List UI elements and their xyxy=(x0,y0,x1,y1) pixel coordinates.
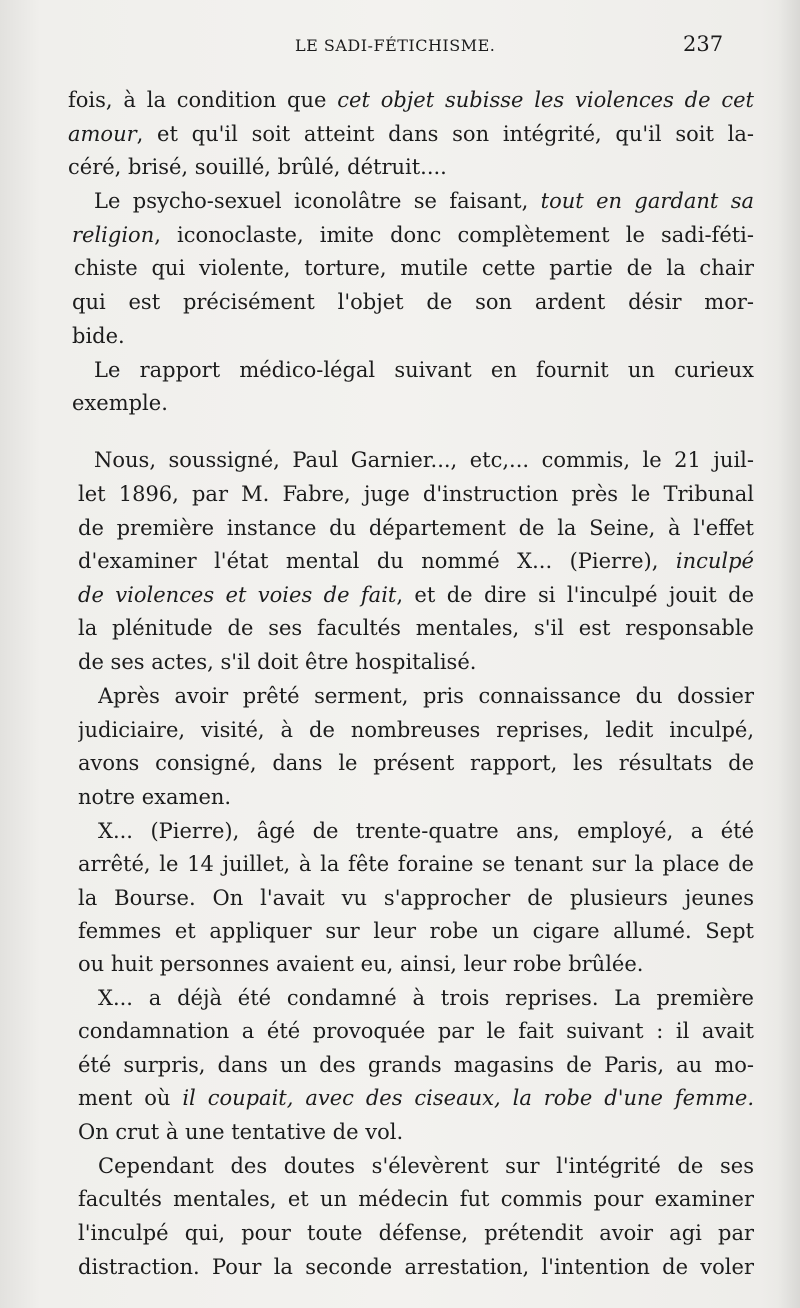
paragraph-first-line: Cependant des doutes s'élevèrent sur l'intégrité de ses xyxy=(98,1154,754,1178)
text-line: l'inculpé qui, pour toute défense, prétendit avoir agi par xyxy=(78,1221,754,1245)
text-line: de première instance du département de la Seine, à l'effet xyxy=(78,516,754,540)
text-line: ou huit personnes avaient eu, ainsi, leur robe brûlée. xyxy=(78,952,644,976)
italic-emphasis: tout en gardant sa xyxy=(540,189,754,213)
paragraph-first-line: Le rapport médico-légal suivant en fournit un curieux xyxy=(94,358,754,382)
paragraph-first-line: Nous, soussigné, Paul Garnier..., etc,... commis, le 21 juil- xyxy=(94,448,754,472)
text-line: distraction. Pour la seconde arrestation, l'intention de voler xyxy=(78,1255,754,1279)
italic-emphasis: religion xyxy=(72,223,155,247)
italic-emphasis: il coupait, avec des ciseaux, xyxy=(182,1086,501,1110)
text-line: céré, brisé, souillé, brûlé, détruit.... xyxy=(68,155,447,179)
text-line: let 1896, par M. Fabre, juge d'instruction près le Tribunal xyxy=(78,482,754,506)
text-line: notre examen. xyxy=(78,785,232,809)
text-line: été surpris, dans un des grands magasins de Paris, au mo- xyxy=(78,1053,754,1077)
text-line: de ses actes, s'il doit être hospitalisé. xyxy=(78,650,477,674)
italic-emphasis: amour xyxy=(68,122,137,146)
text-line: femmes et appliquer sur leur robe un cigare allumé. Sept xyxy=(78,919,754,943)
text-line: judiciaire, visité, à de nombreuses reprises, ledit inculpé, xyxy=(78,718,754,742)
text-line: la Bourse. On l'avait vu s'approcher de plusieurs jeunes xyxy=(78,886,754,910)
text-line: avons consigné, dans le présent rapport, les résultats de xyxy=(78,751,754,775)
italic-emphasis: cet objet subisse les violences de cet xyxy=(337,88,754,112)
text-line: ment où il coupait, avec des ciseaux, la robe d'une femme. xyxy=(78,1086,754,1110)
paragraph-first-line: Le psycho-sexuel iconolâtre se faisant, tout en gardant sa xyxy=(94,189,754,213)
text-line: condamnation a été provoquée par le fait suivant : il avait xyxy=(78,1019,754,1043)
text-line: amour, et qu'il soit atteint dans son intégrité, qu'il soit la- xyxy=(68,122,754,146)
text-line: arrêté, le 14 juillet, à la fête foraine se tenant sur la place de xyxy=(78,852,754,876)
running-title: LE SADI-FÉTICHISME. xyxy=(295,36,496,55)
italic-emphasis: de violences et voies de fait xyxy=(78,583,397,607)
page-number: 237 xyxy=(683,32,724,56)
paragraph-first-line: X... (Pierre), âgé de trente-quatre ans, employé, a été xyxy=(98,819,754,843)
paragraph-first-line: X... a déjà été condamné à trois reprises. La première xyxy=(98,986,754,1010)
text-line: facultés mentales, et un médecin fut commis pour examiner xyxy=(78,1187,754,1211)
italic-emphasis: inculpé xyxy=(675,549,754,573)
paragraph-first-line: Après avoir prêté serment, pris connaissance du dossier xyxy=(98,684,754,708)
text-line: On crut à une tentative de vol. xyxy=(78,1120,404,1144)
text-line: qui est précisément l'objet de son ardent désir mor- xyxy=(72,290,754,314)
text-line: fois, à la condition que cet objet subisse les violences de cet xyxy=(68,88,754,112)
text-line: exemple. xyxy=(72,391,168,415)
text-line: religion, iconoclaste, imite donc complètement le sadi-féti- xyxy=(72,223,754,247)
text-line: la plénitude de ses facultés mentales, s'il est responsable xyxy=(78,616,754,640)
text-line: bide. xyxy=(72,324,125,348)
text-line: d'examiner l'état mental du nommé X... (Pierre), inculpé xyxy=(78,549,754,573)
text-line: chiste qui violente, torture, mutile cette partie de la chair xyxy=(74,256,754,280)
text-line: de violences et voies de fait, et de dire si l'inculpé jouit de xyxy=(78,583,754,607)
italic-emphasis: la robe d'une femme. xyxy=(512,1086,754,1110)
